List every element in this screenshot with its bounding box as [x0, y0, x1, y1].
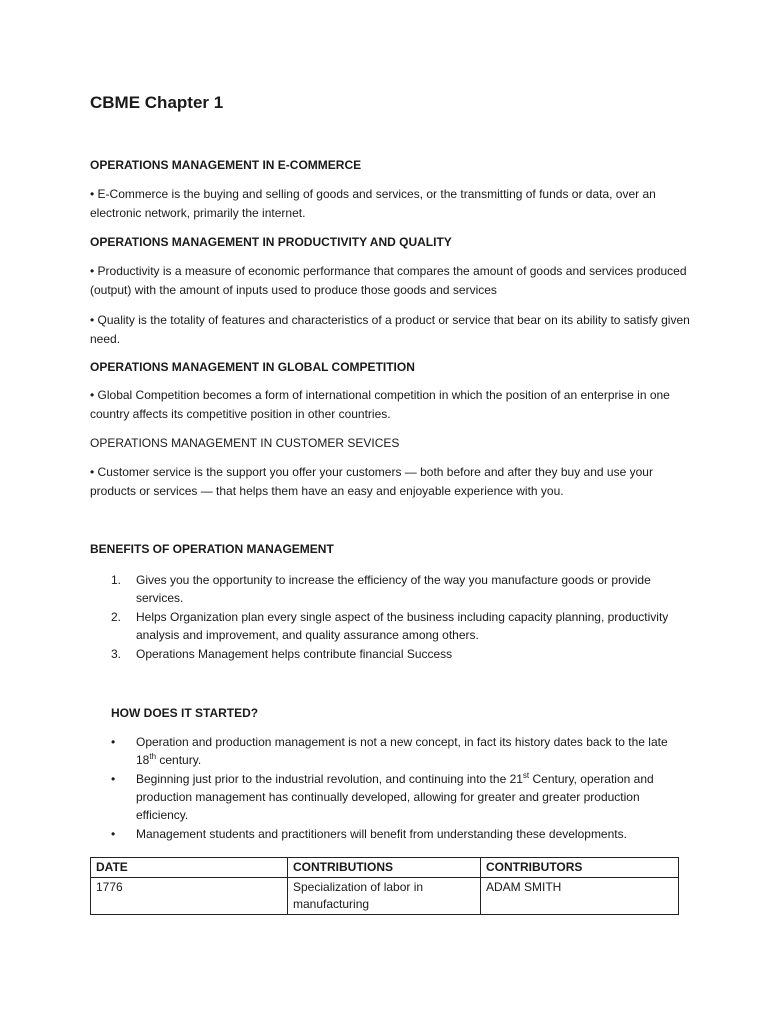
table-cell-date: 1776 — [91, 878, 288, 915]
list-number: 2. — [111, 610, 122, 624]
list-number: 3. — [111, 647, 122, 661]
contributions-table — [90, 857, 679, 915]
list-item — [111, 645, 691, 663]
column-header-date: DATE — [91, 858, 288, 878]
list-text: Operation and production management is not a new concept, in fact its history dates back to the late 18th century. — [136, 735, 668, 767]
benefits-list — [111, 571, 691, 664]
paragraph-productivity: • Productivity is a measure of economic performance that compares the amount of goods and services produced (output) with the amount of inputs used to produce those goods and services — [90, 264, 687, 297]
bullet-icon: • — [111, 735, 116, 749]
list-item — [111, 770, 681, 824]
history-list — [111, 733, 681, 844]
heading-customer-services: OPERATIONS MANAGEMENT IN CUSTOMER SEVICES — [90, 436, 400, 450]
list-item — [111, 733, 681, 769]
paragraph-ecommerce: • E-Commerce is the buying and selling of goods and services, or the transmitting of funds or data, over an electronic network, primarily the internet. — [90, 187, 656, 220]
table-cell-contribution: Specialization of labor in manufacturing — [288, 878, 481, 915]
table-header-row — [91, 858, 679, 878]
bullet-icon: • — [111, 827, 116, 841]
list-text: Management students and practitioners will benefit from understanding these developments. — [136, 827, 627, 841]
heading-benefits: BENEFITS OF OPERATION MANAGEMENT — [90, 542, 334, 556]
list-item — [111, 571, 691, 607]
list-number: 1. — [111, 573, 122, 587]
column-header-contributions: CONTRIBUTIONS — [288, 858, 481, 878]
table-row — [91, 878, 679, 915]
list-text: Operations Management helps contribute financial Success — [136, 647, 453, 661]
heading-productivity-quality: OPERATIONS MANAGEMENT IN PRODUCTIVITY AND QUALITY — [90, 235, 452, 249]
list-text: Gives you the opportunity to increase the efficiency of the way you manufacture goods or provide services. — [136, 573, 651, 605]
list-text: Beginning just prior to the industrial revolution, and continuing into the 21st Century, operation and production management has continually developed, allowing for greater and greater production efficiency. — [136, 771, 654, 822]
heading-ecommerce: OPERATIONS MANAGEMENT IN E-COMMERCE — [90, 158, 362, 172]
heading-history: HOW DOES IT STARTED? — [111, 706, 259, 720]
bullet-icon: • — [111, 772, 116, 786]
document-title: CBME Chapter 1 — [90, 93, 224, 112]
table-cell-contributor: ADAM SMITH — [480, 878, 678, 915]
list-item — [111, 608, 691, 644]
list-text: Helps Organization plan every single aspect of the business including capacity planning, productivity analysis and improvement, and quality assurance among others. — [136, 610, 669, 642]
paragraph-customer-services: • Customer service is the support you offer your customers — both before and after they buy and use your products or services — that helps them have an easy and enjoyable experience with you. — [90, 465, 653, 498]
paragraph-quality: • Quality is the totality of features and characteristics of a product or service that bear on its ability to satisfy given need. — [90, 313, 690, 346]
paragraph-global-competition: • Global Competition becomes a form of international competition in which the position of an enterprise in one country affects its competitive position in other countries. — [90, 388, 670, 421]
list-item — [111, 825, 681, 843]
column-header-contributors: CONTRIBUTORS — [480, 858, 678, 878]
heading-global-competition: OPERATIONS MANAGEMENT IN GLOBAL COMPETITION — [90, 360, 415, 374]
